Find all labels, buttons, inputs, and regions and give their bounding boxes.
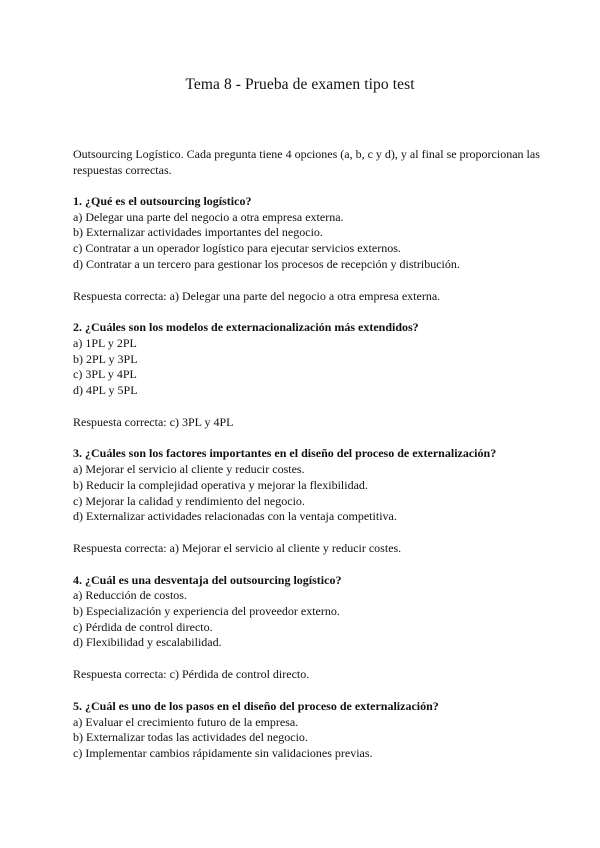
question-list	[73, 194, 543, 778]
option-a: a) Evaluar el crecimiento futuro de la empresa.	[73, 714, 299, 729]
question-5	[73, 699, 543, 762]
option-b: b) Externalizar actividades importantes del negocio.	[73, 225, 323, 240]
option-list	[73, 462, 543, 525]
question-heading: 2. ¿Cuáles son los modelos de externacionalización más extendidos?	[73, 320, 419, 335]
question-2	[73, 320, 543, 430]
document-title: Tema 8 - Prueba de examen tipo test	[185, 76, 415, 93]
option-a: a) Delegar una parte del negocio a otra empresa externa.	[73, 209, 344, 224]
option-b: b) Reducir la complejidad operativa y mejorar la flexibilidad.	[73, 477, 368, 492]
question-heading: 3. ¿Cuáles son los factores importantes en el diseño del proceso de externalización?	[73, 446, 497, 461]
question-heading: 4. ¿Cuál es una desventaja del outsourcing logístico?	[73, 572, 342, 587]
option-c: c) Mejorar la calidad y rendimiento del negocio.	[73, 493, 305, 508]
option-b: b) Especialización y experiencia del proveedor externo.	[73, 604, 340, 619]
option-c: c) Implementar cambios rápidamente sin validaciones previas.	[73, 745, 373, 760]
option-a: a) Reducción de costos.	[73, 588, 187, 603]
question-4	[73, 573, 543, 683]
option-d: d) 4PL y 5PL	[73, 383, 138, 398]
option-a: a) Mejorar el servicio al cliente y reducir costes.	[73, 462, 305, 477]
question-3	[73, 446, 543, 556]
option-list	[73, 715, 543, 762]
option-c: c) Pérdida de control directo.	[73, 619, 213, 634]
correct-answer: Respuesta correcta: c) Pérdida de control directo.	[73, 667, 310, 682]
option-a: a) 1PL y 2PL	[73, 335, 137, 350]
option-b: b) Externalizar todas las actividades del negocio.	[73, 730, 308, 745]
option-c: c) 3PL y 4PL	[73, 367, 137, 382]
question-1	[73, 194, 543, 304]
correct-answer: Respuesta correcta: c) 3PL y 4PL	[73, 414, 234, 429]
question-heading: 1. ¿Qué es el outsourcing logístico?	[73, 194, 252, 208]
option-c: c) Contratar a un operador logístico para ejecutar servicios externos.	[73, 241, 401, 256]
option-d: d) Contratar a un tercero para gestionar los procesos de recepción y distribución.	[73, 256, 460, 271]
option-d: d) Flexibilidad y escalabilidad.	[73, 635, 222, 650]
correct-answer: Respuesta correcta: a) Mejorar el servicio al cliente y reducir costes.	[73, 540, 402, 555]
option-list	[73, 588, 543, 651]
option-list	[73, 210, 543, 273]
option-list	[73, 336, 543, 399]
correct-answer: Respuesta correcta: a) Delegar una parte del negocio a otra empresa externa.	[73, 288, 441, 303]
option-b: b) 2PL y 3PL	[73, 351, 138, 366]
option-d: d) Externalizar actividades relacionadas con la ventaja competitiva.	[73, 509, 397, 524]
question-heading: 5. ¿Cuál es uno de los pasos en el diseño del proceso de externalización?	[73, 698, 439, 713]
intro-paragraph: Outsourcing Logístico. Cada pregunta tiene 4 opciones (a, b, c y d), y al final se proporcionan las respuestas correctas.	[73, 147, 540, 177]
